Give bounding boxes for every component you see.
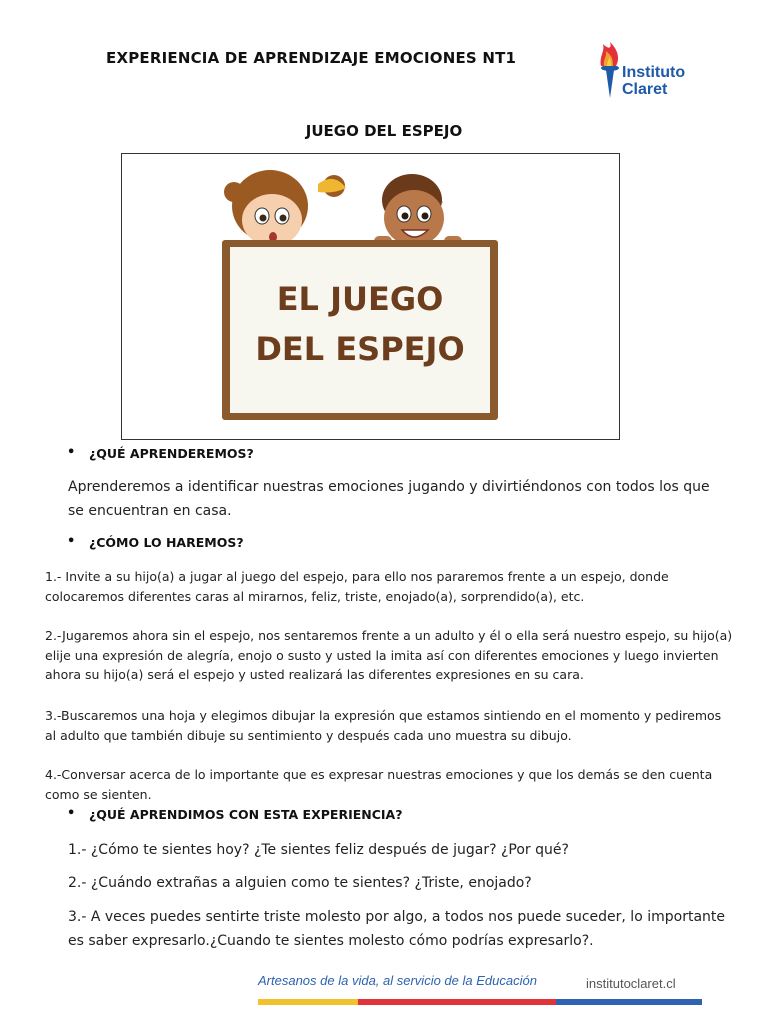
footer-color-bar — [258, 999, 702, 1005]
question-2: 2.- ¿Cuándo extrañas a alguien como te sientes? ¿Triste, enojado? — [68, 875, 532, 891]
footer-bar-blue — [556, 999, 702, 1005]
question-3: 3.- A veces puedes sentirte triste molesto por algo, a todos nos puede suceder, lo importante es saber expresarlo.¿Cuando te sientes molesto cómo podrías expresarlo?. — [68, 909, 725, 949]
logo-line-2: Claret — [622, 81, 668, 98]
torch-icon — [601, 42, 619, 98]
illustration-frame — [121, 153, 620, 440]
question-1: 1.- ¿Cómo te sientes hoy? ¿Te sientes feliz después de jugar? ¿Por qué? — [68, 842, 569, 858]
girl-character — [224, 170, 346, 252]
sign-board — [222, 240, 498, 420]
learn-text: Aprenderemos a identificar nuestras emociones jugando y divirtiéndonos con todos los que se encuentran en casa. — [68, 479, 710, 519]
footer-bar-red — [358, 999, 556, 1005]
sign-line-1: EL JUEGO — [276, 280, 444, 318]
logo-line-1: Instituto — [622, 64, 686, 81]
step-3: 3.-Buscaremos una hoja y elegimos dibujar la expresión que estamos sintiendo en el momento y pediremos al adulto que también dibuje su sentimiento y después cada uno muestra su dibujo. — [45, 708, 722, 743]
footer-url: institutoclaret.cl — [586, 976, 676, 991]
boy-character — [374, 174, 462, 248]
learned-heading: • ¿QUÉ APRENDIMOS CON ESTA EXPERIENCIA? — [89, 807, 402, 822]
activity-title: JUEGO DEL ESPEJO — [305, 122, 463, 140]
step-1: 1.- Invite a su hijo(a) a jugar al juego del espejo, para ello nos pararemos frente a un espejo, donde colocaremos diferentes caras al mirarnos, feliz, triste, enojado(a), sorprendido(a), etc. — [45, 569, 669, 604]
document-title: EXPERIENCIA DE APRENDIZAJE EMOCIONES NT1 — [106, 49, 517, 67]
step-4: 4.-Conversar acerca de lo importante que es expresar nuestras emociones y que los demás se den cuenta como se sienten. — [45, 767, 713, 802]
mirror-game-illustration — [122, 154, 619, 439]
learn-heading: • ¿QUÉ APRENDEREMOS? — [89, 446, 254, 461]
how-heading: • ¿CÓMO LO HAREMOS? — [89, 535, 244, 550]
footer-bar-yellow — [258, 999, 358, 1005]
sign-line-2: DEL ESPEJO — [255, 330, 465, 368]
footer-tagline: Artesanos de la vida, al servicio de la Educación — [258, 973, 537, 988]
step-2: 2.-Jugaremos ahora sin el espejo, nos sentaremos frente a un adulto y él o ella será nuestro espejo, su hijo(a) elije una expresión de alegría, enojo o susto y usted la imita así con diferentes emociones y luego invierten ahora su hijo(a) será el espejo y usted realizará las diferentes expresiones en su cara. — [45, 628, 733, 682]
logo-text — [622, 64, 685, 98]
